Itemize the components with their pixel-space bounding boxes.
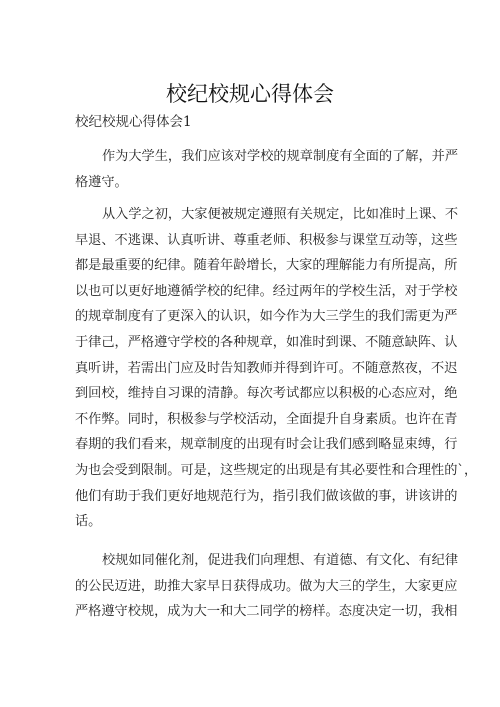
document-subtitle: 校纪校规心得体会1: [75, 114, 192, 130]
paragraph-line: 严格遵守校规，成为大一和大二同学的榜样。态度决定一切，我相: [75, 604, 458, 620]
document-title: 校纪校规心得体会: [166, 82, 334, 106]
paragraph-line: 为也会受到限制。可是，这些规定的出现是有其必要性和合理性的`，: [75, 462, 478, 478]
paragraph-line: 都是最重要的纪律。随着年龄增长，大家的理解能力有所提高，所: [75, 258, 458, 274]
paragraph-line: 春期的我们看来，规章制度的出现有时会让我们感到略显束缚，行: [75, 437, 458, 453]
paragraph-line: 以也可以更好地遵循学校的纪律。经过两年的学校生活，对于学校: [75, 283, 458, 299]
paragraph-2: [75, 202, 478, 535]
paragraph-1: [75, 144, 459, 195]
paragraph-line: 他们有助于我们更好地规范行为，指引我们做该做的事，讲该讲的: [75, 488, 458, 504]
paragraph-line: 的公民迈进，助推大家早日获得成功。做为大三的学生，大家更应: [75, 578, 458, 594]
paragraph-line: 真听讲，若需出门应及时告知教师并得到许可。不随意熬夜，不迟: [75, 360, 458, 376]
paragraph-line: 不作弊。同时，积极参与学校活动，全面提升自身素质。也许在青: [75, 411, 458, 427]
paragraph-line: 话。: [75, 514, 102, 530]
paragraph-line: 从入学之初，大家便被规定遵照有关规定，比如准时上课、不: [102, 207, 459, 222]
paragraph-line: 于律己，严格遵守学校的各种规章，如准时到课、不随意缺阵、认: [75, 334, 458, 350]
paragraph-line: 早退、不逃课、认真听讲、尊重老师、积极参与课堂互动等，这些: [75, 232, 458, 248]
paragraph-line: 到回校，维持自习课的清静。每次考试都应以积极的心态应对，绝: [75, 386, 458, 402]
paragraph-line: 校规如同催化剂，促进我们向理想、有道德、有文化、有纪律: [102, 553, 459, 568]
paragraph-line: 的规章制度有了更深入的认识，如今作为大三学生的我们需更为严: [75, 309, 458, 325]
paragraph-line: 格遵守。: [75, 174, 128, 190]
paragraph-3: [75, 548, 459, 625]
paragraph-line: 作为大学生，我们应该对学校的规章制度有全面的了解，并严: [102, 149, 459, 164]
